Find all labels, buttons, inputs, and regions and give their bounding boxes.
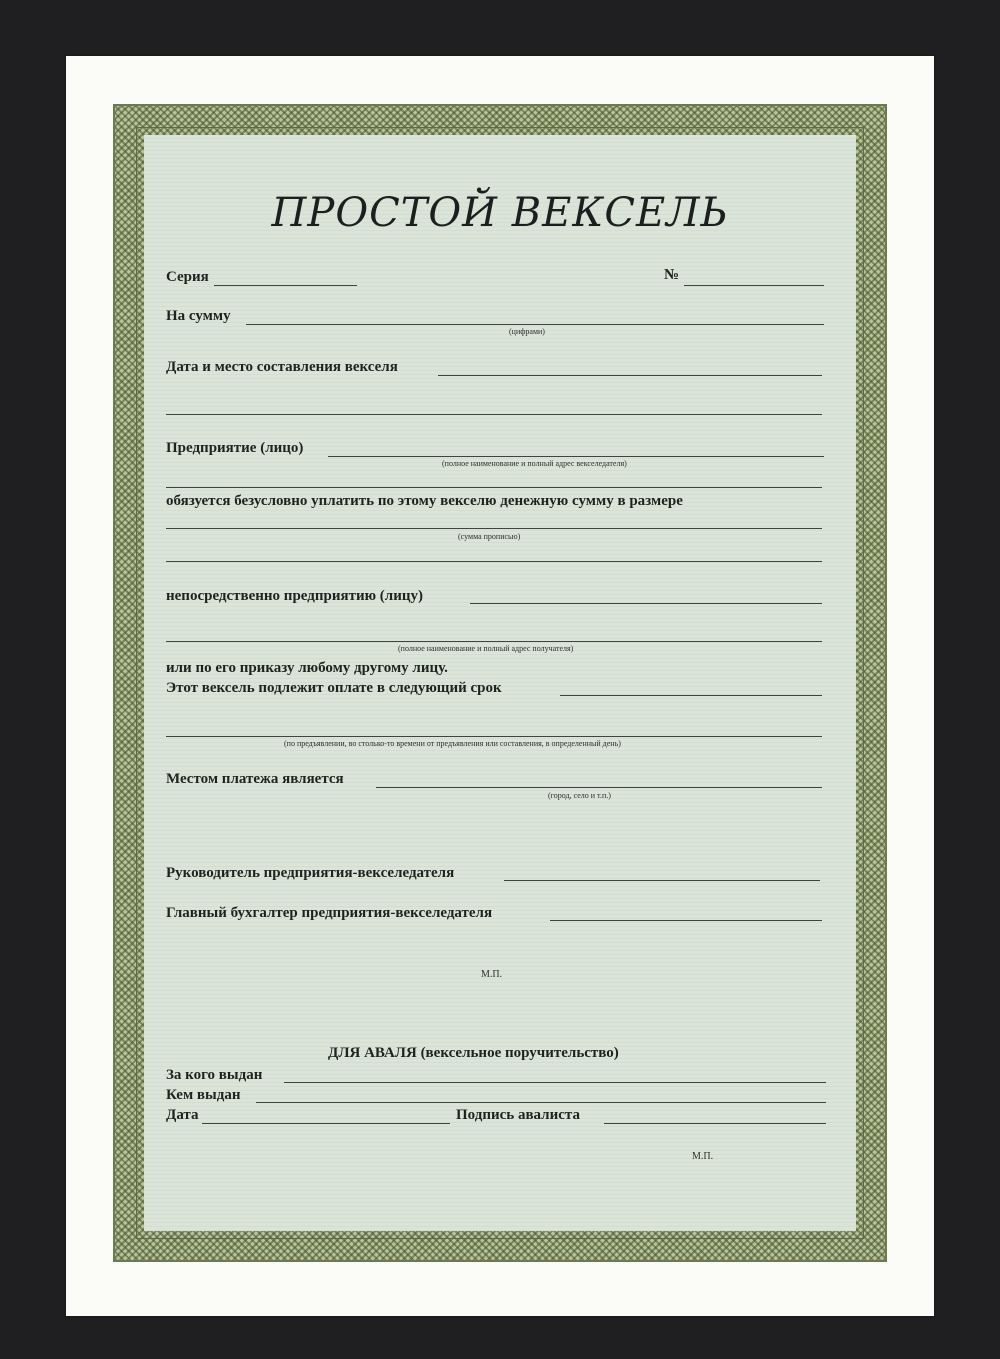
head-label: Руководитель предприятия-векселедателя [166,865,455,881]
payee-hint: (полное наименование и полный адрес получателя) [398,644,574,653]
series-field[interactable] [214,285,357,286]
enterprise-hint: (полное наименование и полный адрес векселедателя) [442,459,627,468]
number-label: № [664,267,680,283]
stamp-place-2: М.П. [692,1151,714,1162]
by-whom-field[interactable] [256,1102,826,1103]
for-whom-field[interactable] [284,1082,826,1083]
by-whom-label: Кем выдан [166,1087,241,1103]
payee-field[interactable] [470,603,822,604]
amount-hint: (цифрами) [509,327,545,336]
document-title: ПРОСТОЙ ВЕКСЕЛЬ [271,190,729,236]
accountant-signature-field[interactable] [550,920,822,921]
signature-field[interactable] [604,1123,826,1124]
enterprise-field-2[interactable] [166,487,822,488]
term-hint: (по предъявлении, во столько-то времени от предъявления или составления, в определенный день) [284,739,621,748]
place-label: Местом платежа является [166,771,344,787]
aval-heading: ДЛЯ АВАЛЯ (вексельное поручительство) [328,1045,619,1061]
date-place-label: Дата и место составления векселя [166,359,398,375]
sum-words-hint: (сумма прописью) [458,532,521,541]
series-label: Серия [166,269,209,285]
accountant-label: Главный бухгалтер предприятия-векселедателя [166,905,493,921]
enterprise-label: Предприятие (лицо) [166,440,304,456]
amount-label: На сумму [166,308,231,324]
obligation-text: обязуется безусловно уплатить по этому векселю денежную сумму в размере [166,493,683,509]
place-field[interactable] [376,787,822,788]
term-field-2[interactable] [166,736,822,737]
order-text: или по его приказу любому другому лицу. [166,660,448,676]
payee-label: непосредственно предприятию (лицу) [166,588,423,604]
sum-words-field[interactable] [166,528,822,529]
payee-field-2[interactable] [166,641,822,642]
for-whom-label: За кого выдан [166,1067,263,1083]
enterprise-field[interactable] [328,456,824,457]
sum-words-field-2[interactable] [166,561,822,562]
date-label: Дата [166,1107,199,1123]
number-field[interactable] [684,285,824,286]
date-place-field[interactable] [438,375,822,376]
date-field[interactable] [202,1123,450,1124]
stamp-place-1: М.П. [481,969,503,980]
term-field[interactable] [560,695,822,696]
head-signature-field[interactable] [504,880,820,881]
signature-label: Подпись авалиста [456,1107,580,1123]
term-label: Этот вексель подлежит оплате в следующий срок [166,680,502,696]
date-place-field-2[interactable] [166,414,822,415]
amount-field[interactable] [246,324,824,325]
place-hint: (город, село и т.п.) [548,791,611,800]
